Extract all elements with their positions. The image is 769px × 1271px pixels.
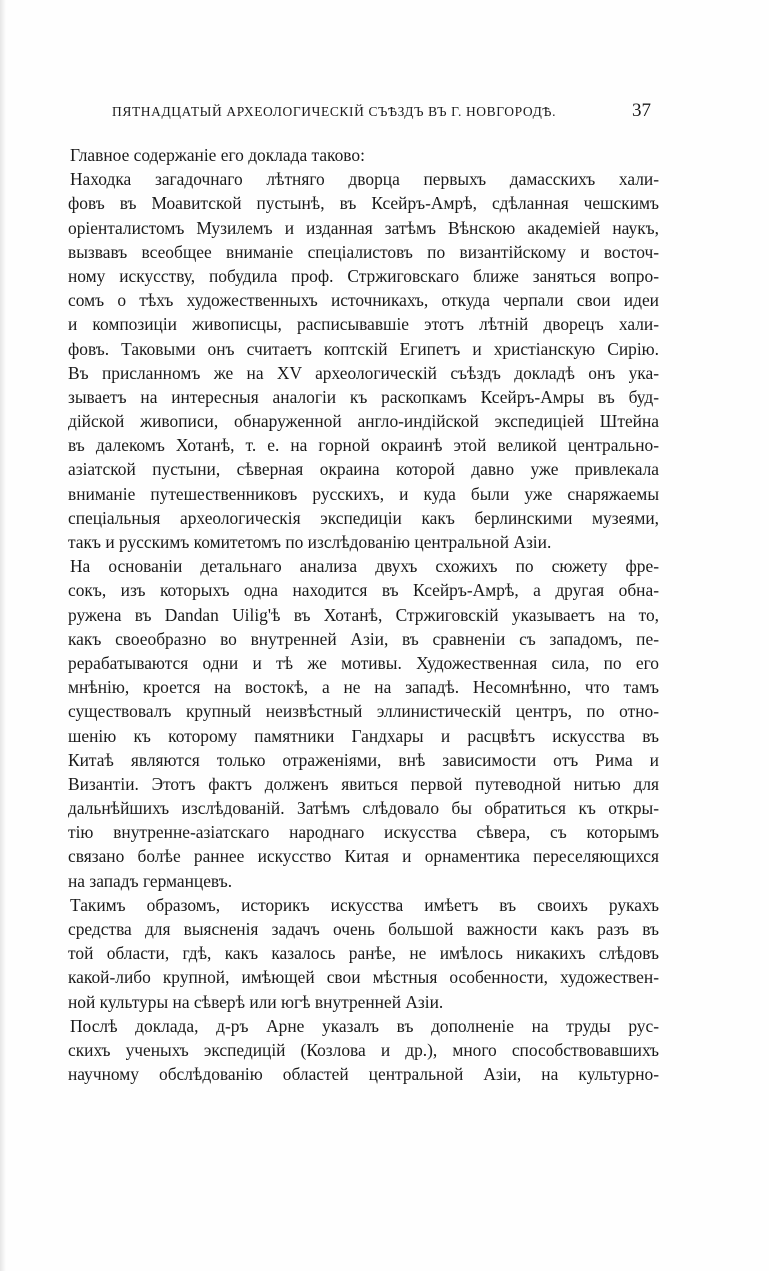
text-line: той области, гдѣ, какъ казалось ранѣе, не имѣлось никакихъ слѣдовъ bbox=[68, 943, 659, 964]
text-line: скихъ ученыхъ экспедицій (Козлова и др.), много способствовавшихъ bbox=[68, 1039, 659, 1060]
text-line: Въ присланномъ же на XV археологическій съѣздъ докладѣ онъ ука- bbox=[68, 362, 659, 383]
text-line: спеціальныя археологическія экспедиціи какъ берлинскими музеями, bbox=[68, 507, 659, 528]
text-line: на западъ германцевъ. bbox=[68, 870, 233, 891]
text-line: зываетъ на интересныя аналогіи къ раскопкамъ Ксейръ-Амры въ буд- bbox=[68, 386, 659, 407]
text-line: мнѣнію, кроется на востокѣ, а не на западѣ. Несомнѣнно, что тамъ bbox=[68, 677, 659, 698]
page-edge-shadow bbox=[0, 0, 6, 1271]
text-line: въ далекомъ Хотанѣ, т. е. на горной окраинѣ этой великой центрально- bbox=[68, 435, 659, 456]
text-line: связано болѣе раннее искусство Китая и орнаментика переселяющихся bbox=[68, 846, 659, 867]
text-line: какой-либо крупной, имѣющей свои мѣстныя особенности, художествен- bbox=[68, 967, 659, 988]
text-line: и композиціи живописцы, расписывавшіе этотъ лѣтній дворецъ хали- bbox=[68, 314, 659, 335]
text-line: фовъ. Таковыми онъ считаетъ коптскій Египетъ и христіанскую Сирію. bbox=[68, 338, 659, 359]
text-line: такъ и русскимъ комитетомъ по изслѣдованію центральной Азіи. bbox=[68, 532, 552, 552]
text-line: вниманіе путешественниковъ русскихъ, и куда были уже снаряжаемы bbox=[68, 483, 659, 504]
text-line: оріенталистомъ Музилемъ и изданная затѣмъ Вѣнскою академіей наукъ, bbox=[68, 217, 659, 238]
text-line: Находка загадочнаго лѣтняго дворца первыхъ дамасскихъ хали- bbox=[70, 169, 659, 190]
text-line: Главное содержаніе его доклада таково: bbox=[70, 145, 365, 165]
running-title: ПЯТНАДЦАТЫЙ АРХЕОЛОГИЧЕСКІЙ СЪѢЗДЪ ВЪ Г. НОВГОРОДѢ. bbox=[112, 104, 557, 119]
text-line: сокъ, изъ которыхъ одна находится въ Ксейръ-Амрѣ, а другая обна- bbox=[68, 580, 659, 601]
text-line: Византіи. Этотъ фактъ долженъ явиться первой путеводной нитью для bbox=[68, 773, 659, 794]
text-line: азіатской пустыни, сѣверная окраина которой давно уже привлекала bbox=[68, 459, 659, 480]
body-text bbox=[68, 143, 659, 1086]
text-line: Послѣ доклада, д-ръ Арне указалъ въ дополненіе на труды рус- bbox=[70, 1015, 659, 1036]
text-line: сомъ о тѣхъ художественныхъ источникахъ, откуда черпали свои идеи bbox=[68, 290, 659, 311]
text-line: существовалъ крупный неизвѣстный эллинистическій центръ, по отно- bbox=[68, 701, 659, 722]
text-line: фовъ въ Моавитской пустынѣ, въ Ксейръ-Амрѣ, сдѣланная чешскимъ bbox=[68, 193, 659, 214]
text-line: Такимъ образомъ, историкъ искусства имѣетъ въ своихъ рукахъ bbox=[70, 894, 659, 915]
text-line: шенію къ которому памятники Гандхары и расцвѣтъ искусства въ bbox=[68, 725, 659, 746]
text-line: Китаѣ являются только отраженіями, внѣ зависимости отъ Рима и bbox=[68, 749, 659, 770]
text-line: ной культуры на сѣверѣ или югѣ внутренней Азіи. bbox=[68, 991, 444, 1012]
text-line: дальнѣйшихъ изслѣдованій. Затѣмъ слѣдовало бы обратиться къ откры- bbox=[68, 798, 659, 819]
text-line: средства для выясненія задачъ очень большой важности какъ разъ въ bbox=[68, 919, 659, 939]
text-line: дійской живописи, обнаруженной англо-индійской экспедиціей Штейна bbox=[68, 411, 659, 432]
text-line: тію внутренне-азіатскаго народнаго искусства сѣвера, съ которымъ bbox=[68, 822, 659, 843]
text-line: вызвавъ всеобщее вниманіе спеціалистовъ по византійскому и восточ- bbox=[68, 241, 659, 262]
text-line: какъ своеобразно во внутренней Азіи, въ сравненіи съ западомъ, пе- bbox=[68, 628, 659, 649]
text-line: рерабатываются одни и тѣ же мотивы. Художественная сила, по его bbox=[68, 652, 659, 673]
page-number: 37 bbox=[632, 100, 651, 121]
text-line: научному обслѣдованію областей центральной Азіи, на культурно- bbox=[68, 1064, 659, 1085]
running-header bbox=[68, 100, 659, 124]
text-line: ружена въ Dandan Uilig'ѣ въ Хотанѣ, Стржиговскій указываетъ на то, bbox=[68, 604, 659, 625]
text-line: На основаніи детальнаго анализа двухъ схожихъ по сюжету фре- bbox=[70, 556, 659, 577]
text-line: ному искусству, побудила проф. Стржиговскаго ближе заняться вопро- bbox=[68, 265, 659, 286]
